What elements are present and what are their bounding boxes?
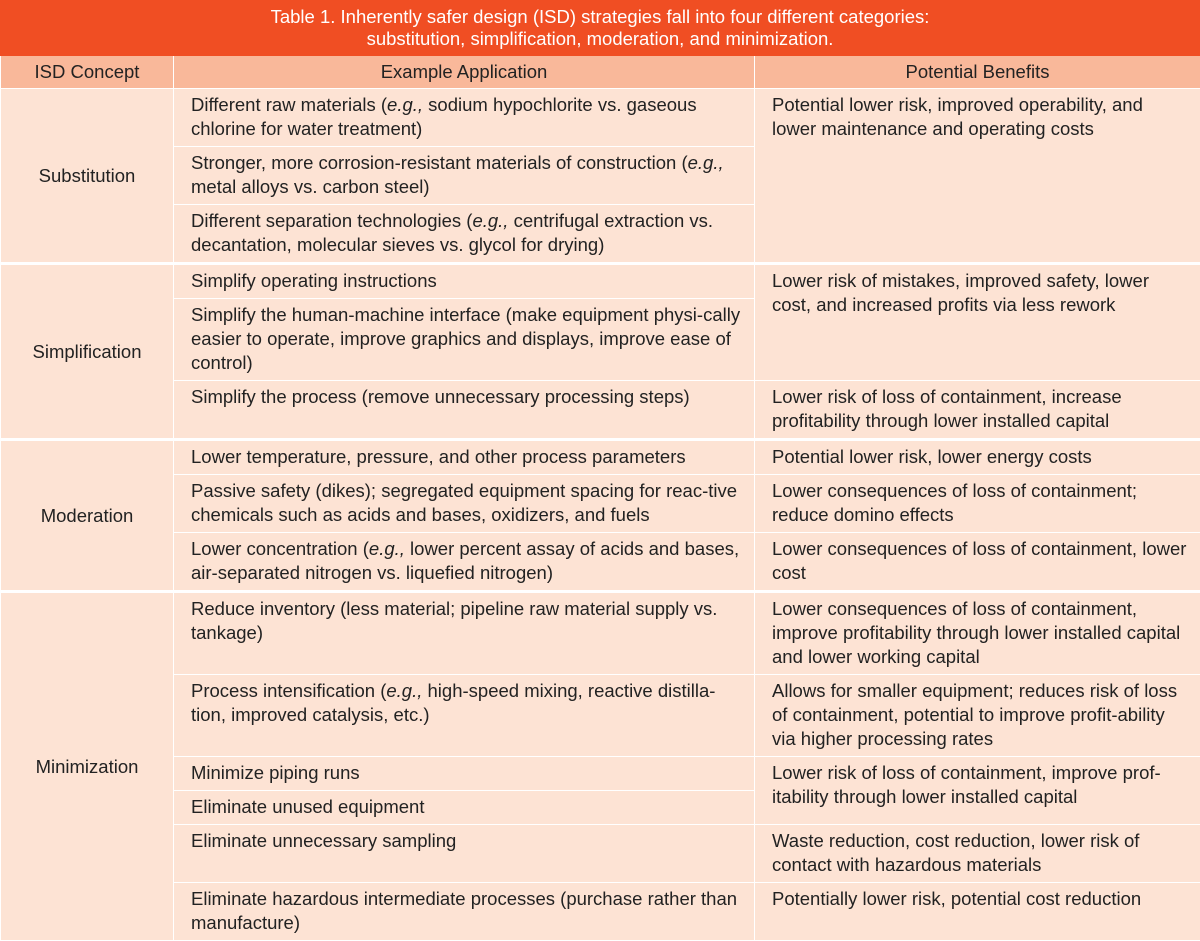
concept-minimization: Minimization	[1, 592, 174, 941]
header-example-application: Example Application	[174, 56, 755, 89]
benefit-cell: Potential lower risk, improved operability, and lower maintenance and operating costs	[755, 89, 1200, 264]
application-cell: Minimize piping runs	[174, 757, 755, 791]
application-cell: Simplify operating instructions	[174, 264, 755, 299]
table-row	[1, 475, 1200, 533]
application-cell: Eliminate unused equipment	[174, 791, 755, 825]
table-row	[1, 264, 1200, 299]
application-cell: Different separation technologies (e.g., centrifugal extraction vs. decantation, molecular sieves vs. glycol for drying)	[174, 205, 755, 264]
benefit-cell: Lower risk of loss of containment, improve prof-itability through lower installed capital	[755, 757, 1200, 825]
application-cell: Passive safety (dikes); segregated equipment spacing for reac-tive chemicals such as acids and bases, oxidizers, and fuels	[174, 475, 755, 533]
table-row	[1, 883, 1200, 941]
application-cell: Simplify the process (remove unnecessary processing steps)	[174, 381, 755, 440]
benefit-cell: Lower consequences of loss of containment, improve profitability through lower installed capital and lower working capital	[755, 592, 1200, 675]
table-row	[1, 757, 1200, 791]
table-title-line-2: substitution, simplification, moderation, and minimization.	[367, 28, 834, 50]
application-cell: Different raw materials (e.g., sodium hypochlorite vs. gaseous chlorine for water treatment)	[174, 89, 755, 147]
benefit-cell: Lower consequences of loss of containment; reduce domino effects	[755, 475, 1200, 533]
benefit-cell: Allows for smaller equipment; reduces risk of loss of containment, potential to improve profit-ability via higher processing rates	[755, 675, 1200, 757]
table-row	[1, 592, 1200, 675]
application-cell: Eliminate hazardous intermediate processes (purchase rather than manufacture)	[174, 883, 755, 941]
benefit-cell: Lower risk of mistakes, improved safety, lower cost, and increased profits via less rework	[755, 264, 1200, 381]
concept-substitution: Substitution	[1, 89, 174, 264]
concept-simplification: Simplification	[1, 264, 174, 440]
table-row	[1, 440, 1200, 475]
benefit-cell: Waste reduction, cost reduction, lower risk of contact with hazardous materials	[755, 825, 1200, 883]
application-cell: Stronger, more corrosion-resistant materials of construction (e.g., metal alloys vs. carbon steel)	[174, 147, 755, 205]
table-row	[1, 89, 1200, 147]
benefit-cell: Lower risk of loss of containment, increase profitability through lower installed capital	[755, 381, 1200, 440]
application-cell: Process intensification (e.g., high-speed mixing, reactive distilla-tion, improved catalysis, etc.)	[174, 675, 755, 757]
application-cell: Lower concentration (e.g., lower percent assay of acids and bases, air-separated nitrogen vs. liquefied nitrogen)	[174, 533, 755, 592]
table-row	[1, 825, 1200, 883]
isd-table	[0, 56, 1200, 941]
header-isd-concept: ISD Concept	[1, 56, 174, 89]
application-cell: Simplify the human-machine interface (make equipment physi-cally easier to operate, improve graphics and displays, improve ease of control)	[174, 299, 755, 381]
application-cell: Lower temperature, pressure, and other process parameters	[174, 440, 755, 475]
benefit-cell: Lower consequences of loss of containment, lower cost	[755, 533, 1200, 592]
benefit-cell: Potentially lower risk, potential cost reduction	[755, 883, 1200, 941]
application-cell: Eliminate unnecessary sampling	[174, 825, 755, 883]
benefit-cell: Potential lower risk, lower energy costs	[755, 440, 1200, 475]
table-row	[1, 533, 1200, 592]
table-row	[1, 675, 1200, 757]
header-potential-benefits: Potential Benefits	[755, 56, 1200, 89]
table-title	[0, 0, 1200, 56]
concept-moderation: Moderation	[1, 440, 174, 592]
table-title-line-1: Table 1. Inherently safer design (ISD) strategies fall into four different categories:	[271, 6, 930, 28]
application-cell: Reduce inventory (less material; pipeline raw material supply vs. tankage)	[174, 592, 755, 675]
header-row	[1, 56, 1200, 89]
table-row	[1, 381, 1200, 440]
